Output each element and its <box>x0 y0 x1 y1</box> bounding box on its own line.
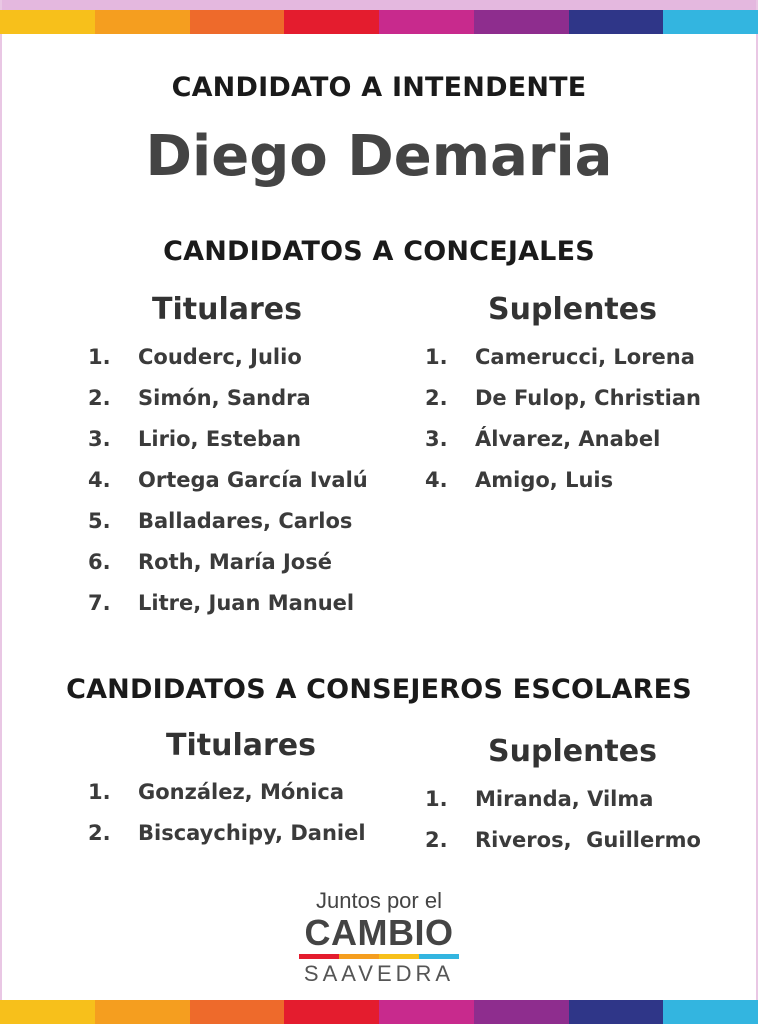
candidate-name: Balladares, Carlos <box>138 509 353 533</box>
candidate-name: Couderc, Julio <box>138 345 302 369</box>
candidate-name: Simón, Sandra <box>138 386 311 410</box>
concejales-suplentes-list <box>425 345 725 509</box>
candidate-number: 6. <box>88 550 111 574</box>
stripe-segment <box>474 1000 569 1024</box>
candidate-name: Álvarez, Anabel <box>475 427 661 451</box>
concejales-suplentes-label: Suplentes <box>488 292 657 327</box>
logo-line3: SAAVEDRA <box>303 961 455 986</box>
bottom-color-stripe <box>0 1000 758 1024</box>
candidate-number: 7. <box>88 591 111 615</box>
candidate-item <box>88 591 388 632</box>
concejales-heading: CANDIDATOS A CONCEJALES <box>163 236 595 267</box>
concejales-titulares-list <box>88 345 388 632</box>
candidate-number: 3. <box>425 427 448 451</box>
stripe-segment <box>190 10 285 34</box>
stripe-segment <box>569 1000 664 1024</box>
stripe-segment <box>0 1000 95 1024</box>
candidate-number: 2. <box>88 821 111 845</box>
candidate-name: Miranda, Vilma <box>475 787 654 811</box>
logo-line1: Juntos por el <box>316 888 442 913</box>
candidate-number: 1. <box>88 345 111 369</box>
consejeros-heading: CANDIDATOS A CONSEJEROS ESCOLARES <box>66 674 692 705</box>
candidate-number: 1. <box>425 345 448 369</box>
candidate-name: Roth, María José <box>138 550 332 574</box>
logo-bar-segment <box>339 954 379 959</box>
candidate-item <box>88 345 388 386</box>
candidate-item <box>88 386 388 427</box>
candidate-number: 2. <box>425 386 448 410</box>
candidate-item <box>425 427 725 468</box>
top-color-stripe <box>0 10 758 34</box>
stripe-segment <box>663 10 758 34</box>
candidate-number: 5. <box>88 509 111 533</box>
candidate-number: 1. <box>425 787 448 811</box>
candidate-name: Lirio, Esteban <box>138 427 302 451</box>
stripe-segment <box>284 1000 379 1024</box>
logo-color-bar <box>299 954 459 959</box>
consejeros-titulares-list <box>88 780 388 862</box>
candidate-item <box>88 821 388 862</box>
candidate-name: Litre, Juan Manuel <box>138 591 355 615</box>
candidate-item <box>425 468 725 509</box>
stripe-segment <box>569 10 664 34</box>
candidate-item <box>88 427 388 468</box>
logo-bar-segment <box>379 954 419 959</box>
intendente-name: Diego Demaria <box>145 124 613 189</box>
candidate-name: González, Mónica <box>138 780 345 804</box>
candidate-name: Riveros, Guillermo <box>475 828 701 852</box>
candidate-item <box>425 345 725 386</box>
concejales-titulares-label: Titulares <box>152 292 302 327</box>
candidate-item <box>88 509 388 550</box>
intendente-heading: CANDIDATO A INTENDENTE <box>171 72 587 103</box>
candidate-number: 2. <box>88 386 111 410</box>
candidate-item <box>88 550 388 591</box>
candidate-number: 1. <box>88 780 111 804</box>
candidate-item <box>425 787 745 828</box>
candidate-item <box>425 386 725 427</box>
consejeros-titulares-label: Titulares <box>166 728 316 763</box>
logo-bar-segment <box>419 954 459 959</box>
candidate-number: 4. <box>425 468 448 492</box>
candidate-item <box>425 828 745 869</box>
candidate-number: 4. <box>88 468 111 492</box>
logo-bar-segment <box>299 954 339 959</box>
stripe-segment <box>379 1000 474 1024</box>
candidate-item <box>88 468 388 509</box>
candidate-name: Amigo, Luis <box>475 468 614 492</box>
candidate-number: 3. <box>88 427 111 451</box>
stripe-segment <box>95 1000 190 1024</box>
stripe-segment <box>95 10 190 34</box>
consejeros-suplentes-list <box>425 787 745 869</box>
juntos-por-el-cambio-logo <box>0 888 758 987</box>
consejeros-suplentes-label: Suplentes <box>488 734 657 769</box>
stripe-segment <box>474 10 569 34</box>
stripe-segment <box>284 10 379 34</box>
stripe-segment <box>663 1000 758 1024</box>
candidate-name: Camerucci, Lorena <box>475 345 695 369</box>
stripe-segment <box>0 10 95 34</box>
candidate-name: Biscaychipy, Daniel <box>138 821 366 845</box>
logo-line2: CAMBIO <box>304 912 454 953</box>
stripe-segment <box>379 10 474 34</box>
candidate-number: 2. <box>425 828 448 852</box>
stripe-segment <box>190 1000 285 1024</box>
candidate-name: De Fulop, Christian <box>475 386 701 410</box>
candidate-item <box>88 780 388 821</box>
candidate-name: Ortega García Ivalú <box>138 468 368 492</box>
